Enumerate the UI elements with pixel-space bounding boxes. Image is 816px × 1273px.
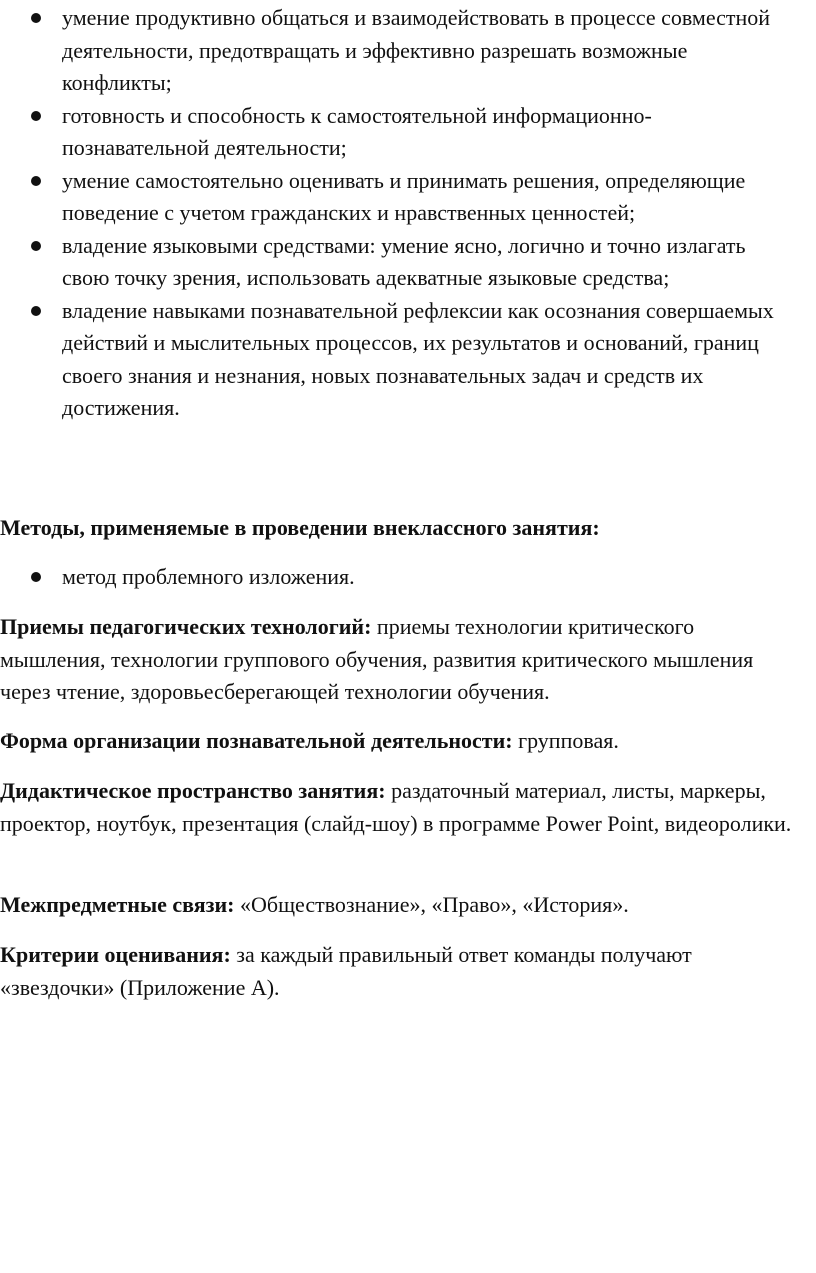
list-item bbox=[0, 230, 816, 295]
list-item-text: владение языковыми средствами: умение ясно, логично и точно излагать свою точку зрения, использовать адекватные языковые средства; bbox=[62, 232, 746, 290]
techniques-text: приемы технологии критического мышления, технологии группового обучения, развития критического мышления через чтение, здоровьесберегающей технологии обучения. bbox=[0, 614, 754, 704]
form-paragraph bbox=[0, 725, 800, 758]
didactic-text: раздаточный материал, листы, маркеры, проектор, ноутбук, презентация (слайд-шоу) в программе Power Point, видеоролики. bbox=[0, 778, 792, 836]
techniques-paragraph bbox=[0, 611, 800, 709]
list-item-text: владение навыками познавательной рефлексии как осознания совершаемых действий и мыслительных процессов, их результатов и оснований, границ своего знания и незнания, новых познавательных задач и средств их достижения. bbox=[62, 297, 774, 420]
list-item bbox=[0, 165, 816, 230]
list-item bbox=[0, 561, 816, 594]
bullet-icon bbox=[31, 306, 41, 316]
methods-heading-text: Методы, применяемые в проведении внеклассного занятия: bbox=[0, 515, 600, 540]
bullet-icon bbox=[31, 572, 41, 582]
list-item-text: умение самостоятельно оценивать и принимать решения, определяющие поведение с учетом гражданских и нравственных ценностей; bbox=[62, 167, 746, 225]
criteria-label: Критерии оценивания: bbox=[0, 942, 231, 967]
competencies-list bbox=[0, 2, 816, 425]
list-item-text: умение продуктивно общаться и взаимодействовать в процессе совместной деятельности, предотвращать и эффективно разрешать возможные конфликты; bbox=[62, 5, 771, 95]
methods-heading bbox=[0, 512, 800, 545]
interdisciplinary-text: «Обществознание», «Право», «История». bbox=[234, 892, 629, 917]
bullet-icon bbox=[31, 176, 41, 186]
bullet-icon bbox=[31, 13, 41, 23]
list-item bbox=[0, 100, 816, 165]
form-label: Форма организации познавательной деятельности: bbox=[0, 728, 513, 753]
didactic-paragraph bbox=[0, 775, 800, 840]
criteria-text: за каждый правильный ответ команды получают «звездочки» (Приложение А). bbox=[0, 942, 692, 1000]
bullet-icon bbox=[31, 241, 41, 251]
methods-list bbox=[0, 561, 816, 594]
criteria-paragraph bbox=[0, 939, 800, 1004]
list-item bbox=[0, 295, 816, 425]
interdisciplinary-label: Межпредметные связи: bbox=[0, 892, 235, 917]
techniques-label: Приемы педагогических технологий: bbox=[0, 614, 372, 639]
list-item-text: метод проблемного изложения. bbox=[62, 564, 355, 589]
form-text: групповая. bbox=[512, 728, 619, 753]
list-item-text: готовность и способность к самостоятельной информационно-познавательной деятельности; bbox=[62, 102, 652, 160]
interdisciplinary-paragraph bbox=[0, 889, 800, 922]
didactic-label: Дидактическое пространство занятия: bbox=[0, 778, 386, 803]
bullet-icon bbox=[31, 111, 41, 121]
list-item bbox=[0, 2, 816, 100]
